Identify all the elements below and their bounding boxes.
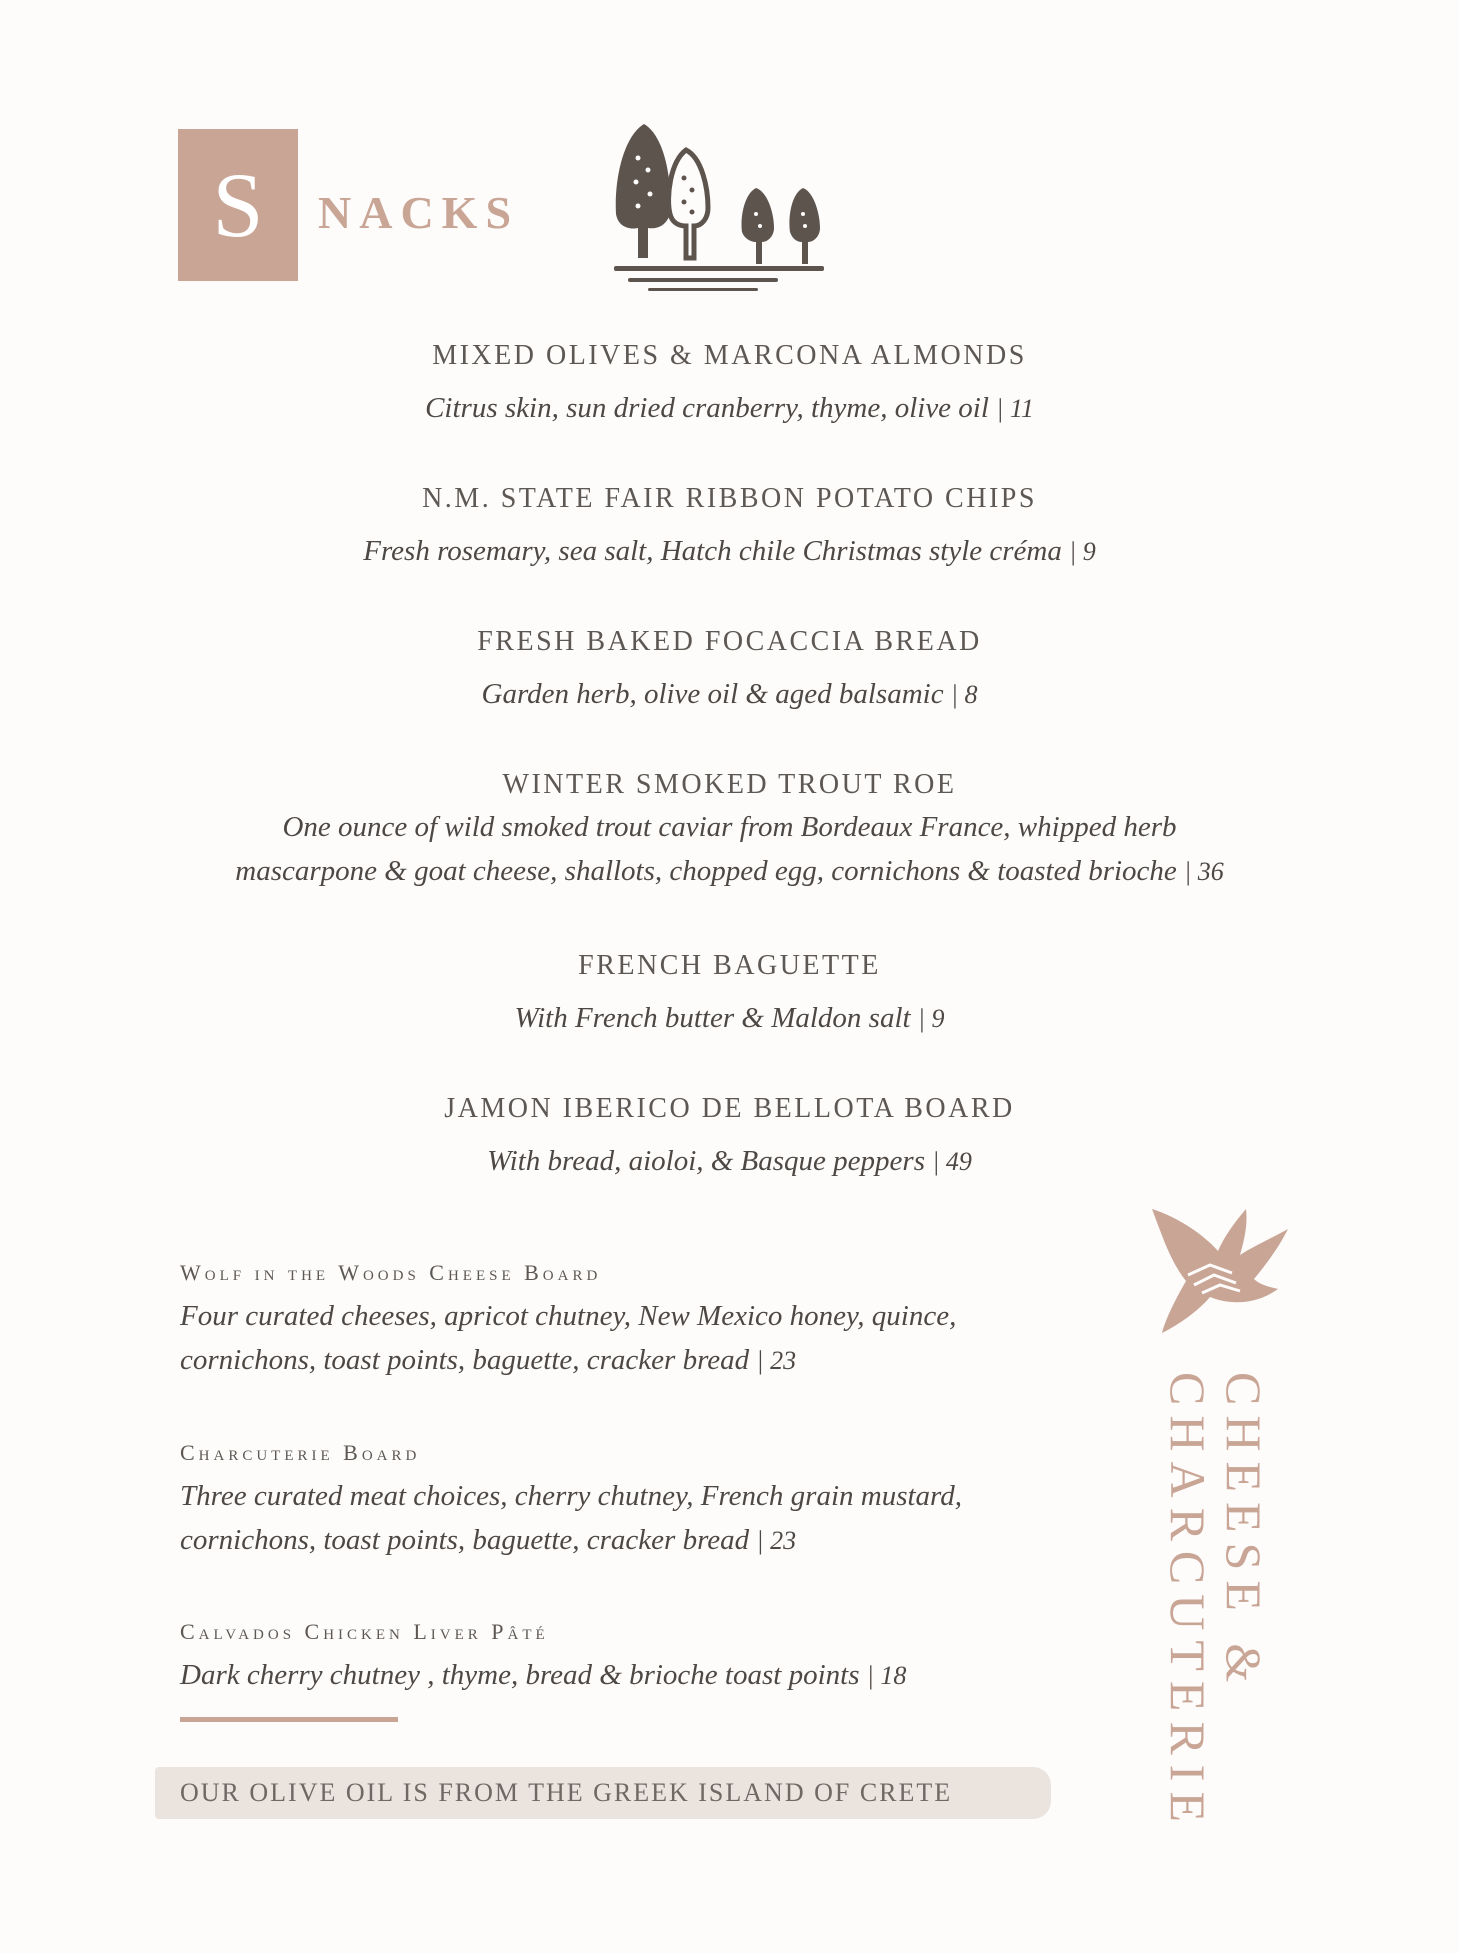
item-price: | 8 (950, 680, 978, 709)
item-price: | 23 (756, 1526, 797, 1555)
olive-oil-note: OUR OLIVE OIL IS FROM THE GREEK ISLAND OF CRETE (180, 1778, 953, 1807)
item-name: JAMON IBERICO DE BELLOTA BOARD (444, 1093, 1015, 1124)
item-price: | 9 (1069, 537, 1096, 566)
item-description: Four curated cheeses, apricot chutney, New Mexico honey, quince, cornichons, toast points, baguette, cracker bread | 23 (180, 1300, 957, 1376)
section-title-line: CHEESE & (1216, 1372, 1272, 1693)
item-price: | 9 (917, 1004, 945, 1033)
menu-item (0, 626, 1459, 717)
divider (180, 1717, 398, 1722)
item-description: Fresh rosemary, sea salt, Hatch chile Christmas style créma | 9 (363, 535, 1096, 567)
item-name: WINTER SMOKED TROUT ROE (502, 769, 957, 800)
trees-icon (608, 118, 830, 300)
bird-icon (1148, 1205, 1290, 1335)
item-name: Charcuterie Board (180, 1440, 421, 1465)
item-name: Wolf in the Woods Cheese Board (180, 1260, 602, 1285)
item-description: Citrus skin, sun dried cranberry, thyme, olive oil | 11 (425, 392, 1034, 424)
section-title-initial: S (178, 129, 298, 281)
menu-item (0, 1093, 1459, 1184)
menu-item (0, 769, 1459, 894)
item-price: | 49 (932, 1147, 972, 1176)
item-description: One ounce of wild smoked trout caviar from Bordeaux France, whipped herb mascarpone & goat cheese, shallots, chopped egg, cornichons & toasted brioche | 36 (235, 811, 1224, 887)
item-name: N.M. STATE FAIR RIBBON POTATO CHIPS (422, 483, 1037, 514)
item-name: FRENCH BAGUETTE (578, 950, 881, 981)
item-price: | 36 (1184, 857, 1224, 886)
section-title-line: CHARCUTERIE (1160, 1372, 1216, 1832)
menu-item (0, 950, 1459, 1041)
item-price: | 18 (866, 1661, 907, 1690)
menu-item (180, 1619, 1080, 1698)
section-title-cheese-charcuterie (1160, 1372, 1272, 1832)
item-price: | 23 (756, 1346, 797, 1375)
item-description: With bread, aioloi, & Basque peppers | 49 (487, 1145, 972, 1177)
item-description: With French butter & Maldon salt | 9 (514, 1002, 945, 1034)
menu-item (180, 1440, 1080, 1563)
menu-item (180, 1260, 1080, 1383)
menu-item (0, 340, 1459, 431)
menu-item (0, 483, 1459, 574)
section-title-snacks: NACKS (318, 187, 520, 238)
item-name: MIXED OLIVES & MARCONA ALMONDS (432, 340, 1027, 371)
item-name: FRESH BAKED FOCACCIA BREAD (477, 626, 982, 657)
item-price: | 11 (996, 394, 1034, 423)
item-description: Garden herb, olive oil & aged balsamic | 8 (481, 678, 978, 710)
item-name: Calvados Chicken Liver Pâté (180, 1619, 549, 1644)
item-description: Dark cherry chutney , thyme, bread & brioche toast points | 18 (180, 1659, 907, 1691)
item-description: Three curated meat choices, cherry chutney, French grain mustard, cornichons, toast points, baguette, cracker bread | 23 (180, 1480, 963, 1556)
